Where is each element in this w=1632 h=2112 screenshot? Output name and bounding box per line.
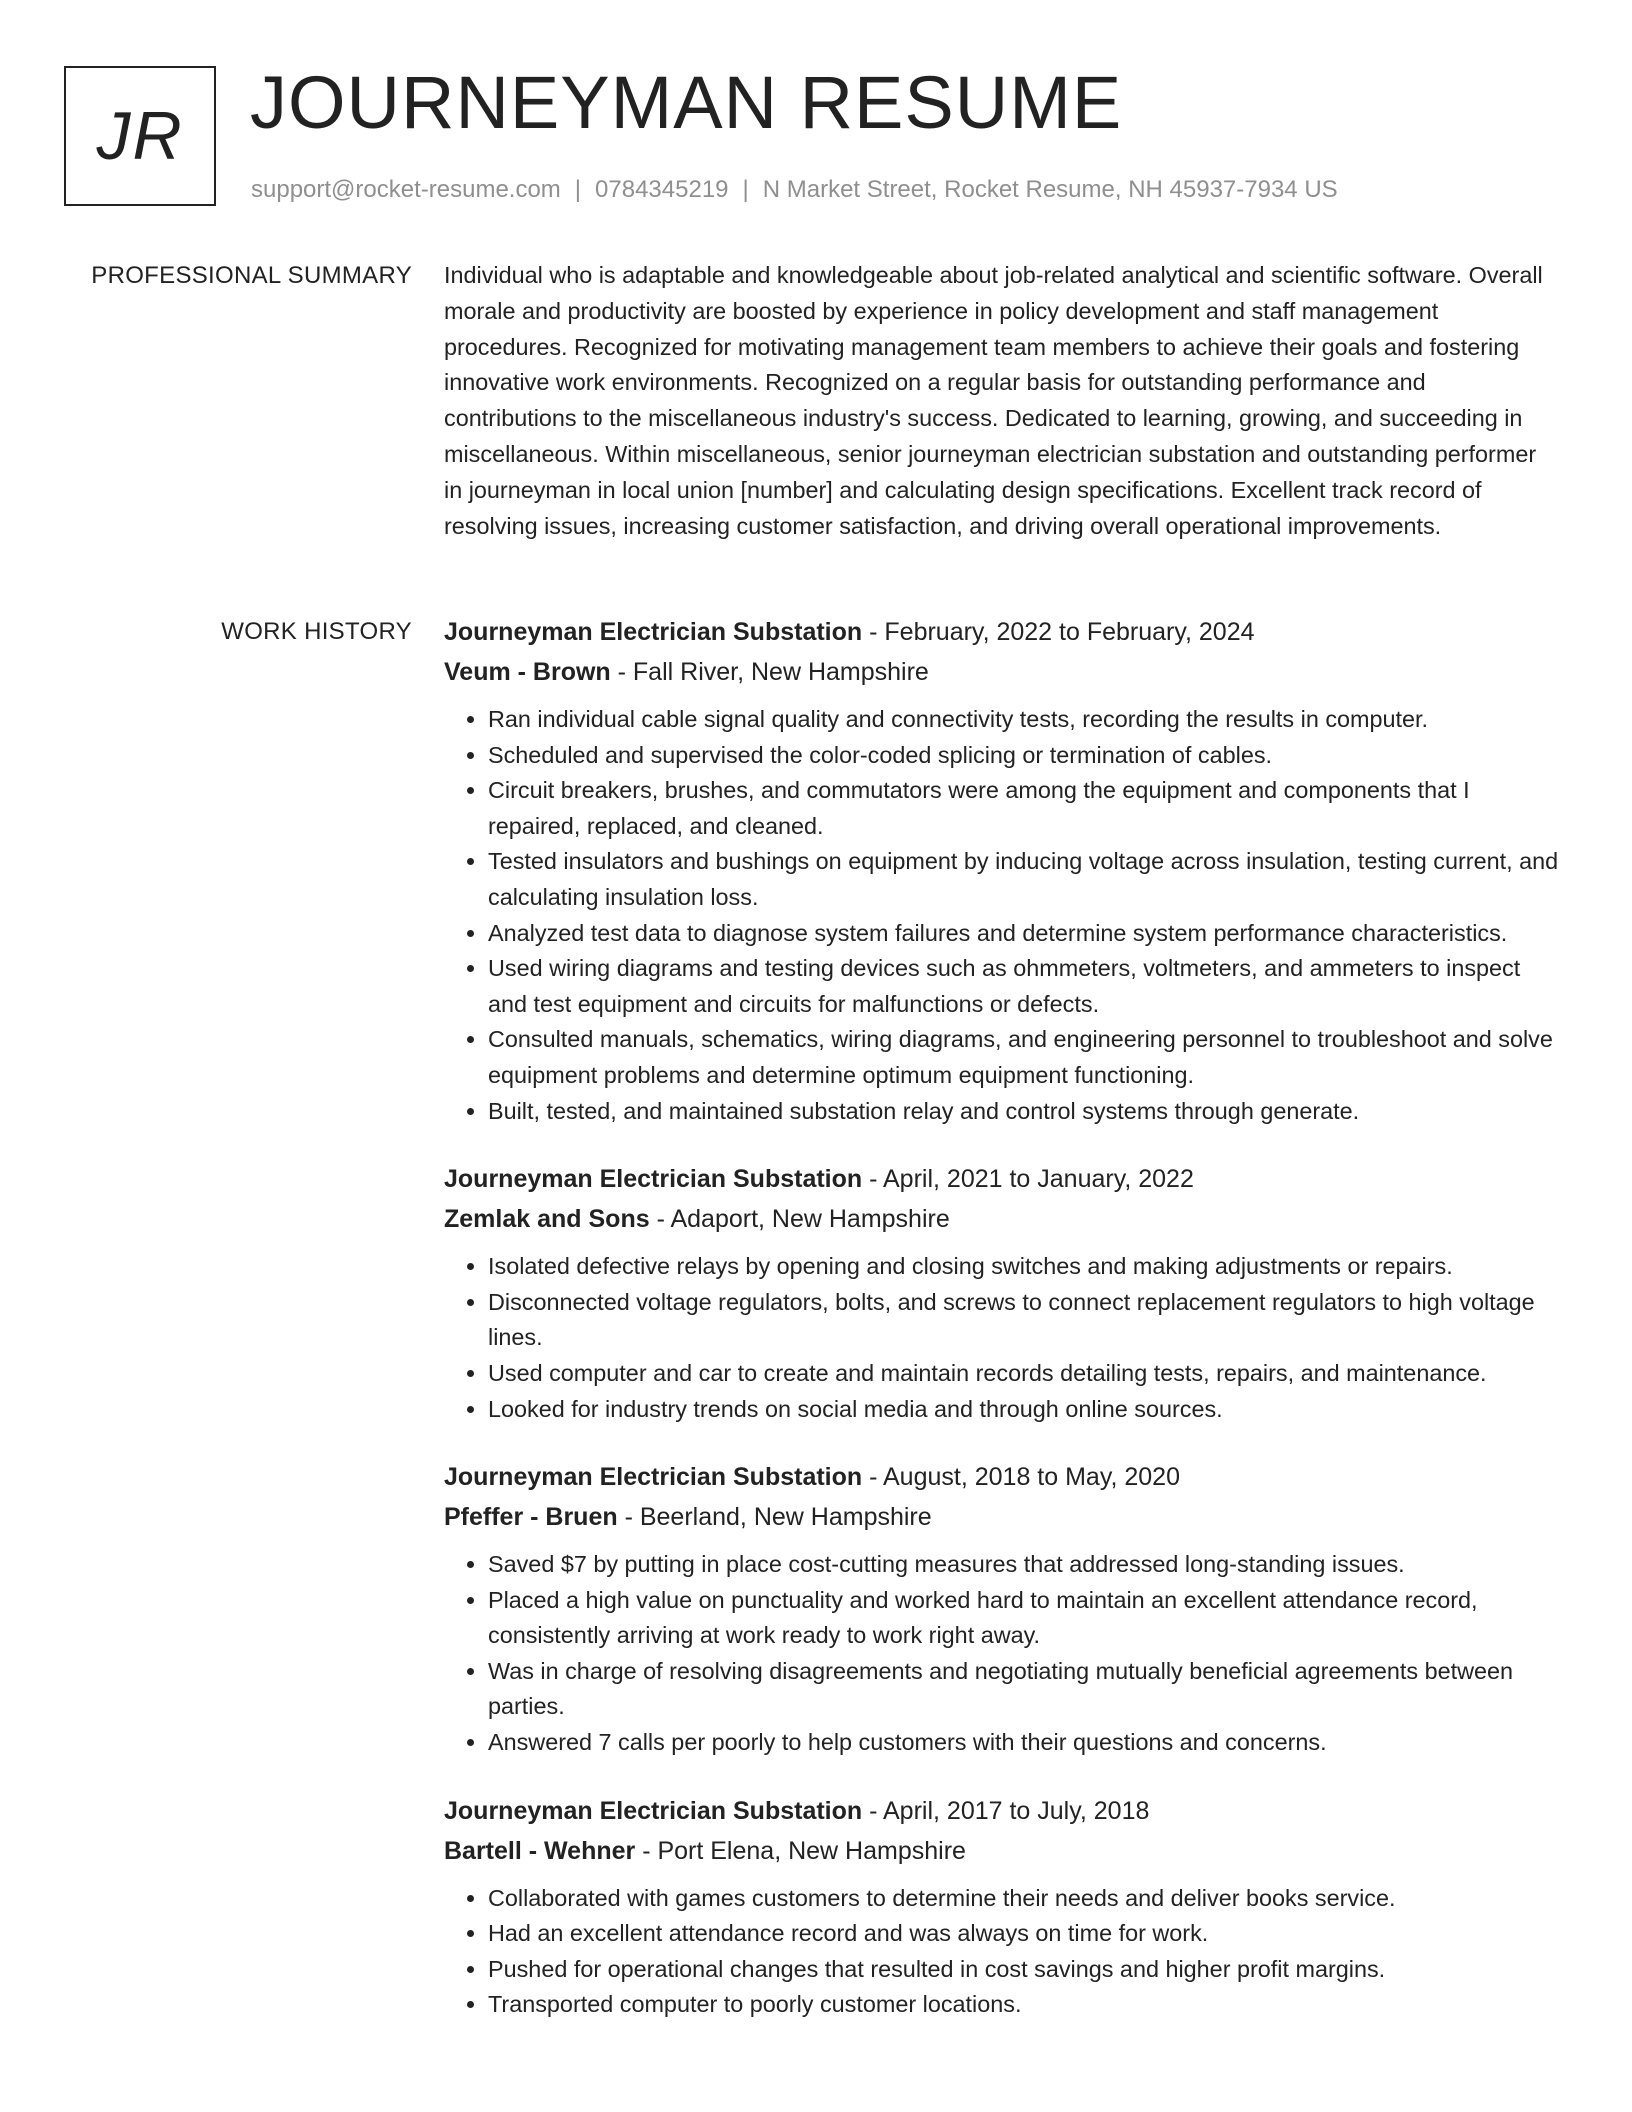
job-duties-list <box>444 1881 1560 2023</box>
job-company: Veum - Brown <box>444 658 611 686</box>
duty-item: • Was in charge of resolving disagreements and negotiating mutually beneficial agreements between parties. <box>488 1654 1560 1725</box>
work-history-label: WORK HISTORY <box>221 618 412 645</box>
job-title: Journeyman Electrician Substation <box>444 1796 863 1825</box>
contact-address: N Market Street, Rocket Resume, NH 45937-7934 US <box>762 176 1338 203</box>
job-company: Zemlak and Sons <box>444 1205 650 1234</box>
job-title-line <box>444 612 1560 652</box>
duty-item: • Ran individual cable signal quality and connectivity tests, recording the results in computer. <box>488 702 1560 738</box>
duty-item: • Circuit breakers, brushes, and commutators were among the equipment and components that I repaired, replaced, and cleaned. <box>488 773 1560 844</box>
job-title: Journeyman Electrician Substation <box>444 618 863 646</box>
duty-item: • Looked for industry trends on social media and through online sources. <box>488 1392 1560 1428</box>
job-location: - Port Elena, New Hampshire <box>635 1836 966 1865</box>
job-duties-list <box>444 1249 1560 1427</box>
monogram-initials: JR <box>96 98 184 174</box>
duty-item: • Disconnected voltage regulators, bolts, and screws to connect replacement regulators to high voltage lines. <box>488 1285 1560 1356</box>
contact-separator: | <box>574 176 582 203</box>
job-company-line <box>444 1831 1560 1871</box>
job-entry <box>444 1457 1560 1761</box>
job-title-line <box>444 1457 1560 1497</box>
duty-item: • Built, tested, and maintained substation relay and control systems through generate. <box>488 1094 1560 1130</box>
duty-item: • Used wiring diagrams and testing devices such as ohmmeters, voltmeters, and ammeters to inspect and test equipment and circuits for malfunctions or defects. <box>488 951 1560 1022</box>
duty-item: • Analyzed test data to diagnose system failures and determine system performance characteristics. <box>488 916 1560 952</box>
duty-item: • Scheduled and supervised the color-coded splicing or termination of cables. <box>488 738 1560 774</box>
job-title: Journeyman Electrician Substation <box>444 1463 863 1492</box>
job-company-line <box>444 652 1560 692</box>
job-company: Bartell - Wehner <box>444 1836 636 1865</box>
monogram-badge <box>64 66 216 206</box>
job-dates: - April, 2021 to January, 2022 <box>862 1165 1194 1194</box>
contact-email[interactable]: support@rocket-resume.com <box>251 176 561 203</box>
job-location: - Adaport, New Hampshire <box>649 1205 950 1234</box>
duty-item: • Used computer and car to create and maintain records detailing tests, repairs, and maintenance. <box>488 1356 1560 1392</box>
contact-separator: | <box>742 176 749 203</box>
job-title: Journeyman Electrician Substation <box>444 1165 863 1194</box>
duty-item: • Pushed for operational changes that resulted in cost savings and higher profit margins. <box>488 1952 1560 1988</box>
job-entry <box>444 1159 1560 1427</box>
job-company: Pfeffer - Bruen <box>444 1503 618 1532</box>
job-title-line <box>444 1791 1560 1831</box>
summary-label: PROFESSIONAL SUMMARY <box>91 262 412 289</box>
duty-item: • Transported computer to poorly customer locations. <box>488 1987 1560 2023</box>
job-dates: - August, 2018 to May, 2020 <box>862 1463 1180 1492</box>
duty-item: • Saved $7 by putting in place cost-cutting measures that addressed long-standing issues. <box>488 1547 1560 1583</box>
job-company-line <box>444 1199 1560 1239</box>
resume-title: JOURNEYMAN RESUME <box>250 61 1123 144</box>
duty-item: • Collaborated with games customers to determine their needs and deliver books service. <box>488 1881 1560 1917</box>
job-duties-list <box>444 1547 1560 1761</box>
job-dates: - April, 2017 to July, 2018 <box>862 1796 1150 1825</box>
job-location: - Beerland, New Hampshire <box>617 1503 932 1532</box>
job-entry <box>444 612 1560 1129</box>
job-title-line <box>444 1159 1560 1199</box>
duty-item: • Isolated defective relays by opening and closing switches and making adjustments or repairs. <box>488 1249 1560 1285</box>
duty-item: • Consulted manuals, schematics, wiring diagrams, and engineering personnel to troubleshoot and solve equipment problems and determine optimum equipment functioning. <box>488 1022 1560 1093</box>
job-company-line <box>444 1497 1560 1537</box>
summary-text: Individual who is adaptable and knowledgeable about job-related analytical and scientific software. Overall morale and productivity are boosted by experience in policy development and staff management procedures. Recognized for motivating management team members to achieve their goals and fostering innovative work environments. Recognized on a regular basis for outstanding performance and contributions to the miscellaneous industry's success. Dedicated to learning, growing, and succeeding in miscellaneous. Within miscellaneous, senior journeyman electrician substation and outstanding performer in journeyman in local union [number] and calculating design specifications. Excellent track record of resolving issues, increasing customer satisfaction, and driving overall operational improvements. <box>444 262 1543 539</box>
job-location: - Fall River, New Hampshire <box>610 658 929 686</box>
duty-item: • Answered 7 calls per poorly to help customers with their questions and concerns. <box>488 1725 1560 1761</box>
summary-body <box>444 258 1560 544</box>
work-history-body <box>444 612 1560 2053</box>
duty-item: • Had an excellent attendance record and was always on time for work. <box>488 1916 1560 1952</box>
duty-item: • Placed a high value on punctuality and worked hard to maintain an excellent attendance record, consistently arriving at work ready to work right away. <box>488 1583 1560 1654</box>
contact-line <box>251 174 1338 206</box>
duty-item: • Tested insulators and bushings on equipment by inducing voltage across insulation, testing current, and calculating insulation loss. <box>488 844 1560 915</box>
job-entry <box>444 1791 1560 2023</box>
job-dates: - February, 2022 to February, 2024 <box>862 618 1255 646</box>
contact-phone[interactable]: 0784345219 <box>595 176 729 203</box>
job-duties-list <box>444 702 1560 1129</box>
